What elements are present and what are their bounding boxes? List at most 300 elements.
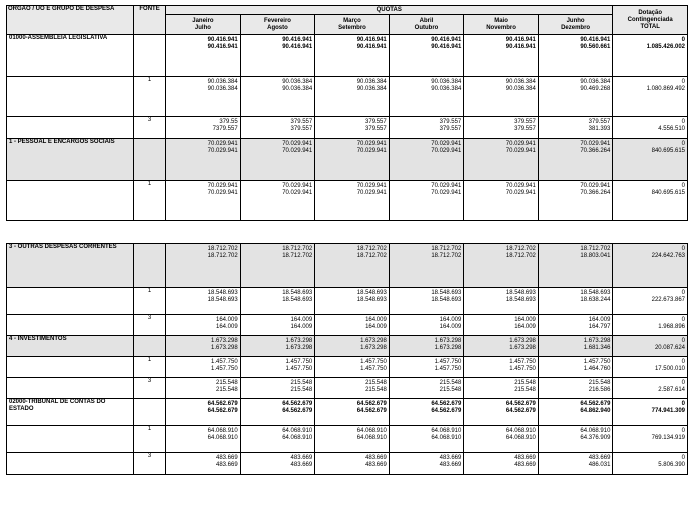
- quota-cell: [240, 399, 315, 426]
- quota-value: 164.009: [588, 317, 611, 323]
- quota-value: 64.068.910: [356, 428, 387, 434]
- quota-value: 70.029.941: [207, 141, 238, 147]
- total-cell: [613, 426, 688, 453]
- quota-value: 90.036.384: [431, 86, 462, 92]
- quota-value: 90.036.384: [282, 86, 313, 92]
- quota-value: 18.712.702: [431, 246, 462, 252]
- table-row: [7, 453, 688, 475]
- table-row: [7, 399, 688, 426]
- month-header-2: [240, 15, 315, 35]
- quota-value: 64.068.910: [207, 435, 238, 441]
- quota-value: 1.457.750: [360, 359, 387, 365]
- org-cell: [7, 181, 134, 221]
- quota-value: 483.669: [588, 455, 611, 461]
- quota-cell: [389, 315, 464, 336]
- total-value: 20.087.624: [654, 345, 685, 351]
- quota-cell: [464, 315, 539, 336]
- quota-value: 1.673.298: [434, 345, 462, 351]
- month-header-5a: Maio: [494, 17, 508, 24]
- quota-value: 18.548.693: [580, 290, 611, 296]
- fonte-cell: [133, 378, 165, 399]
- org-cell: [7, 288, 134, 315]
- quota-cell: [389, 35, 464, 77]
- quotas-header: [166, 6, 613, 15]
- quota-cell: [240, 117, 315, 139]
- quota-value: 18.638.244: [580, 297, 611, 303]
- total-value: 769.134.919: [651, 435, 685, 441]
- fonte-cell: [133, 139, 165, 181]
- total-cell: [613, 378, 688, 399]
- quota-cell: [240, 288, 315, 315]
- quota-value: 379.557: [514, 119, 536, 125]
- quota-value: 70.029.941: [505, 183, 536, 189]
- total-cell: [613, 399, 688, 426]
- quota-value: 486.031: [588, 462, 611, 468]
- total-value: 17.500.010: [654, 366, 685, 372]
- fonte-cell: [133, 117, 165, 139]
- quota-value: 164.009: [365, 317, 387, 323]
- quota-value: 18.548.693: [356, 290, 387, 296]
- total-value: 1.085.426.002: [646, 44, 685, 50]
- budget-table-lower: [6, 243, 688, 475]
- quota-value: 90.036.384: [580, 79, 611, 85]
- total-cell: [613, 288, 688, 315]
- quota-cell: [315, 288, 390, 315]
- quota-value: 483.669: [216, 455, 238, 461]
- quota-value: 215.548: [290, 387, 313, 393]
- quota-value: 70.366.264: [580, 190, 611, 196]
- quota-value: 1.457.750: [360, 366, 387, 372]
- table-row: [7, 181, 688, 221]
- quota-cell: [464, 117, 539, 139]
- org-cell: [7, 378, 134, 399]
- fonte-cell: [133, 357, 165, 378]
- total-value: 0: [681, 428, 685, 434]
- fonte-value: 1: [147, 426, 152, 432]
- org-label: 1 - PESSOAL E ENCARGOS SOCIAIS: [9, 139, 115, 145]
- fonte-value: 3: [147, 315, 152, 321]
- org-cell: [7, 426, 134, 453]
- quota-value: 18.712.702: [282, 253, 313, 259]
- total-cell: [613, 315, 688, 336]
- total-value: 0: [681, 119, 685, 125]
- quota-value: 379.557: [365, 119, 387, 125]
- quota-cell: [538, 357, 613, 378]
- quota-cell: [464, 181, 539, 221]
- quota-value: 64.562.679: [282, 408, 313, 414]
- quota-value: 70.029.941: [580, 183, 611, 189]
- quota-cell: [240, 426, 315, 453]
- total-value: 0: [681, 183, 685, 189]
- fonte-value: 1: [147, 181, 152, 187]
- month-header-3b: Setembro: [338, 24, 366, 31]
- quota-value: 483.669: [365, 462, 387, 468]
- total-value: 0: [681, 37, 685, 43]
- quota-value: 70.029.941: [282, 190, 313, 196]
- month-header-5b: Novembro: [486, 24, 516, 31]
- quota-value: 18.712.702: [356, 253, 387, 259]
- quota-value: 70.029.941: [580, 141, 611, 147]
- quota-value: 483.669: [514, 455, 536, 461]
- quota-value: 70.029.941: [356, 141, 387, 147]
- quota-cell: [315, 77, 390, 117]
- quota-cell: [389, 357, 464, 378]
- quota-value: 1.457.750: [434, 366, 462, 372]
- quota-cell: [166, 378, 241, 399]
- org-cell: [7, 357, 134, 378]
- table-row: [7, 378, 688, 399]
- quota-value: 1.673.298: [285, 345, 313, 351]
- quota-value: 7379.557: [212, 126, 238, 132]
- quota-cell: [315, 117, 390, 139]
- total-value: 0: [681, 338, 685, 344]
- fonte-cell: [133, 453, 165, 475]
- quota-value: 18.548.693: [505, 297, 536, 303]
- quota-value: 1.673.298: [285, 338, 313, 344]
- quota-cell: [315, 181, 390, 221]
- quota-cell: [538, 77, 613, 117]
- quota-cell: [464, 426, 539, 453]
- quota-cell: [240, 35, 315, 77]
- quota-value: 90.416.941: [356, 37, 387, 43]
- quota-value: 70.029.941: [431, 183, 462, 189]
- org-label: 01000-ASSEMBLEIA LEGISLATIVA: [9, 35, 108, 41]
- org-cell: [7, 35, 134, 77]
- quota-value: 90.416.941: [207, 44, 238, 50]
- quota-cell: [538, 336, 613, 357]
- quota-value: 1.457.750: [211, 359, 238, 365]
- quota-value: 18.548.693: [505, 290, 536, 296]
- quota-cell: [538, 139, 613, 181]
- quota-cell: [315, 35, 390, 77]
- total-value: 0: [681, 290, 685, 296]
- quota-value: 18.548.693: [282, 297, 313, 303]
- quota-value: 379.557: [588, 119, 611, 125]
- total-value: 2.587.614: [658, 387, 685, 393]
- quota-value: 90.036.384: [505, 86, 536, 92]
- month-header-1a: Janeiro: [192, 17, 214, 24]
- fonte-column-header-text: FONTE: [139, 6, 160, 12]
- month-header-6: [538, 15, 613, 35]
- quota-cell: [538, 35, 613, 77]
- org-cell: [7, 244, 134, 288]
- org-cell: [7, 315, 134, 336]
- org-label: 4 - INVESTIMENTOS: [9, 336, 67, 342]
- quota-cell: [464, 77, 539, 117]
- month-header-2b: Agosto: [267, 24, 288, 31]
- quota-cell: [389, 181, 464, 221]
- quota-value: 483.669: [290, 462, 313, 468]
- month-header-4: [389, 15, 464, 35]
- quota-value: 70.029.941: [505, 141, 536, 147]
- quota-cell: [315, 244, 390, 288]
- quota-value: 483.669: [439, 455, 462, 461]
- quota-value: 215.548: [439, 380, 462, 386]
- total-value: 0: [681, 79, 685, 85]
- quota-value: 90.416.941: [431, 44, 462, 50]
- quota-cell: [464, 35, 539, 77]
- month-header-4b: Outubro: [414, 24, 439, 31]
- quota-value: 1.457.750: [434, 359, 462, 365]
- quota-value: 164.009: [290, 324, 313, 330]
- quota-cell: [464, 378, 539, 399]
- month-header-2a: Fevereiro: [263, 17, 291, 24]
- month-header-6a: Junho: [566, 17, 585, 24]
- quota-cell: [240, 378, 315, 399]
- quota-value: 215.548: [365, 387, 387, 393]
- org-cell: [7, 453, 134, 475]
- total-value: 4.556.510: [658, 126, 685, 132]
- quota-cell: [166, 181, 241, 221]
- quota-value: 379.557: [365, 126, 387, 132]
- quota-value: 64.562.679: [282, 401, 313, 407]
- total-cell: [613, 453, 688, 475]
- quota-value: 381.393: [588, 126, 611, 132]
- quota-cell: [315, 139, 390, 181]
- quota-cell: [166, 399, 241, 426]
- quota-cell: [464, 399, 539, 426]
- quota-value: 215.548: [290, 380, 313, 386]
- quota-value: 1.457.750: [285, 366, 313, 372]
- fonte-cell: [133, 288, 165, 315]
- quota-value: 64.068.910: [207, 428, 238, 434]
- fonte-column-header: [133, 6, 165, 35]
- fonte-value: 3: [147, 378, 152, 384]
- org-cell: [7, 399, 134, 426]
- fonte-cell: [133, 336, 165, 357]
- quota-cell: [538, 181, 613, 221]
- quota-value: 64.562.679: [505, 401, 536, 407]
- quota-value: 64.068.910: [505, 435, 536, 441]
- quota-value: 70.029.941: [431, 148, 462, 154]
- quota-value: 18.712.702: [207, 246, 238, 252]
- quota-cell: [389, 378, 464, 399]
- quota-value: 18.548.693: [431, 290, 462, 296]
- quota-value: 483.669: [514, 462, 536, 468]
- quota-value: 18.548.693: [356, 297, 387, 303]
- quota-cell: [389, 139, 464, 181]
- quota-cell: [166, 315, 241, 336]
- quota-value: 18.712.702: [431, 253, 462, 259]
- quota-cell: [166, 35, 241, 77]
- quota-value: 215.548: [216, 380, 238, 386]
- quota-cell: [389, 288, 464, 315]
- quota-cell: [389, 453, 464, 475]
- quota-value: 64.562.679: [505, 408, 536, 414]
- month-header-3: [315, 15, 390, 35]
- quota-value: 64.068.910: [356, 435, 387, 441]
- quota-value: 483.669: [216, 462, 238, 468]
- quota-cell: [315, 378, 390, 399]
- quota-value: 18.712.702: [505, 246, 536, 252]
- quota-cell: [315, 315, 390, 336]
- total-value: 224.642.763: [651, 253, 685, 259]
- quota-value: 90.560.661: [580, 44, 611, 50]
- quota-cell: [538, 244, 613, 288]
- quota-value: 64.562.679: [356, 401, 387, 407]
- quota-value: 18.712.702: [356, 246, 387, 252]
- quota-value: 70.029.941: [356, 190, 387, 196]
- quota-value: 379.557: [290, 119, 313, 125]
- quota-value: 64.068.910: [282, 435, 313, 441]
- quota-value: 1.673.298: [434, 338, 462, 344]
- quota-value: 164.009: [290, 317, 313, 323]
- fonte-cell: [133, 315, 165, 336]
- total-value: 0: [681, 380, 685, 386]
- quota-cell: [240, 357, 315, 378]
- quota-cell: [538, 378, 613, 399]
- quota-value: 70.029.941: [207, 190, 238, 196]
- org-cell: [7, 336, 134, 357]
- quota-cell: [389, 336, 464, 357]
- quota-cell: [464, 453, 539, 475]
- quota-cell: [240, 336, 315, 357]
- quota-cell: [389, 399, 464, 426]
- quota-value: 215.548: [439, 387, 462, 393]
- quota-value: 90.036.384: [505, 79, 536, 85]
- quota-value: 64.376.909: [580, 435, 611, 441]
- quota-value: 18.712.702: [282, 246, 313, 252]
- fonte-cell: [133, 77, 165, 117]
- table-row: [7, 35, 688, 77]
- quota-value: 90.036.384: [207, 86, 238, 92]
- month-header-5: [464, 15, 539, 35]
- quota-cell: [166, 336, 241, 357]
- org-label: 02000-TRIBUNAL DE CONTAS DO ESTADO: [9, 399, 106, 412]
- quota-value: 70.029.941: [356, 148, 387, 154]
- quota-value: 64.562.679: [431, 408, 462, 414]
- quota-value: 379.557: [439, 119, 462, 125]
- total-cell: [613, 117, 688, 139]
- quota-value: 18.712.702: [207, 253, 238, 259]
- quota-value: 1.457.750: [509, 366, 536, 372]
- total-value: 774.941.309: [651, 408, 685, 414]
- quota-value: 90.036.384: [356, 86, 387, 92]
- total-cell: [613, 336, 688, 357]
- quota-value: 90.416.941: [207, 37, 238, 43]
- quota-value: 90.469.268: [580, 86, 611, 92]
- quota-value: 1.457.750: [583, 359, 611, 365]
- fonte-value: 1: [147, 357, 152, 363]
- fonte-cell: [133, 426, 165, 453]
- quota-value: 483.669: [365, 455, 387, 461]
- quota-value: 70.029.941: [505, 190, 536, 196]
- quota-cell: [315, 453, 390, 475]
- quota-value: 483.669: [439, 462, 462, 468]
- total-value: 0: [681, 401, 685, 407]
- quota-value: 90.036.384: [207, 79, 238, 85]
- total-value: 0: [681, 359, 685, 365]
- quota-cell: [538, 315, 613, 336]
- quota-value: 215.548: [588, 380, 611, 386]
- quota-value: 379.55: [219, 119, 238, 125]
- quota-value: 164.009: [216, 317, 238, 323]
- quota-value: 215.548: [514, 380, 536, 386]
- quota-cell: [464, 288, 539, 315]
- total-value: 840.695.615: [651, 148, 685, 154]
- quota-value: 90.416.941: [505, 37, 536, 43]
- quota-value: 18.548.693: [207, 297, 238, 303]
- table-row: [7, 77, 688, 117]
- budget-table-upper: [6, 5, 688, 221]
- total-value: 5.806.390: [658, 462, 685, 468]
- quota-cell: [538, 117, 613, 139]
- quota-value: 64.562.679: [356, 408, 387, 414]
- dotacao-header-line2: Contingenciada: [627, 16, 673, 23]
- quota-value: 215.548: [365, 380, 387, 386]
- month-header-1b: Julho: [194, 24, 211, 31]
- quota-value: 215.548: [514, 387, 536, 393]
- quota-value: 90.416.941: [431, 37, 462, 43]
- quota-value: 18.548.693: [431, 297, 462, 303]
- quota-value: 164.009: [365, 324, 387, 330]
- quota-cell: [166, 117, 241, 139]
- quota-cell: [538, 288, 613, 315]
- table-row: [7, 288, 688, 315]
- quota-value: 164.797: [588, 324, 611, 330]
- quota-value: 1.673.298: [509, 338, 536, 344]
- quota-value: 1.681.346: [583, 345, 611, 351]
- quota-cell: [538, 426, 613, 453]
- quota-value: 164.009: [439, 324, 462, 330]
- quota-cell: [464, 357, 539, 378]
- fonte-cell: [133, 35, 165, 77]
- total-cell: [613, 244, 688, 288]
- fonte-value: 3: [147, 117, 152, 123]
- quota-value: 18.712.702: [580, 246, 611, 252]
- quota-cell: [166, 426, 241, 453]
- quota-cell: [315, 357, 390, 378]
- quota-value: 64.068.910: [282, 428, 313, 434]
- quota-value: 164.009: [514, 324, 536, 330]
- quota-value: 70.366.264: [580, 148, 611, 154]
- quota-value: 1.457.750: [211, 366, 238, 372]
- quota-value: 1.464.760: [583, 366, 611, 372]
- quota-cell: [538, 453, 613, 475]
- quota-cell: [464, 244, 539, 288]
- quota-cell: [240, 181, 315, 221]
- quota-value: 216.586: [588, 387, 611, 393]
- quota-value: 90.036.384: [356, 79, 387, 85]
- total-value: 0: [681, 317, 685, 323]
- quota-value: 64.862.940: [580, 408, 611, 414]
- quota-value: 90.036.384: [431, 79, 462, 85]
- quota-value: 70.029.941: [505, 148, 536, 154]
- quota-value: 90.416.941: [282, 37, 313, 43]
- month-header-3a: Março: [343, 17, 361, 24]
- total-value: 1.968.896: [658, 324, 685, 330]
- org-column-header-text: ÓRGÃO / UO E GRUPO DE DESPESA: [8, 6, 115, 12]
- quota-value: 90.416.941: [282, 44, 313, 50]
- fonte-value: 1: [147, 77, 152, 83]
- upper-table-body: [7, 35, 688, 221]
- quota-cell: [389, 117, 464, 139]
- table-row: [7, 426, 688, 453]
- quota-value: 379.557: [514, 126, 536, 132]
- quota-value: 164.009: [439, 317, 462, 323]
- total-value: 840.695.615: [651, 190, 685, 196]
- quota-value: 215.548: [216, 387, 238, 393]
- quota-cell: [166, 77, 241, 117]
- total-cell: [613, 139, 688, 181]
- quota-value: 70.029.941: [282, 183, 313, 189]
- quota-value: 64.068.910: [580, 428, 611, 434]
- table-row: [7, 139, 688, 181]
- quota-value: 18.712.702: [505, 253, 536, 259]
- fonte-value: 1: [147, 288, 152, 294]
- quota-value: 70.029.941: [431, 141, 462, 147]
- quota-value: 70.029.941: [282, 141, 313, 147]
